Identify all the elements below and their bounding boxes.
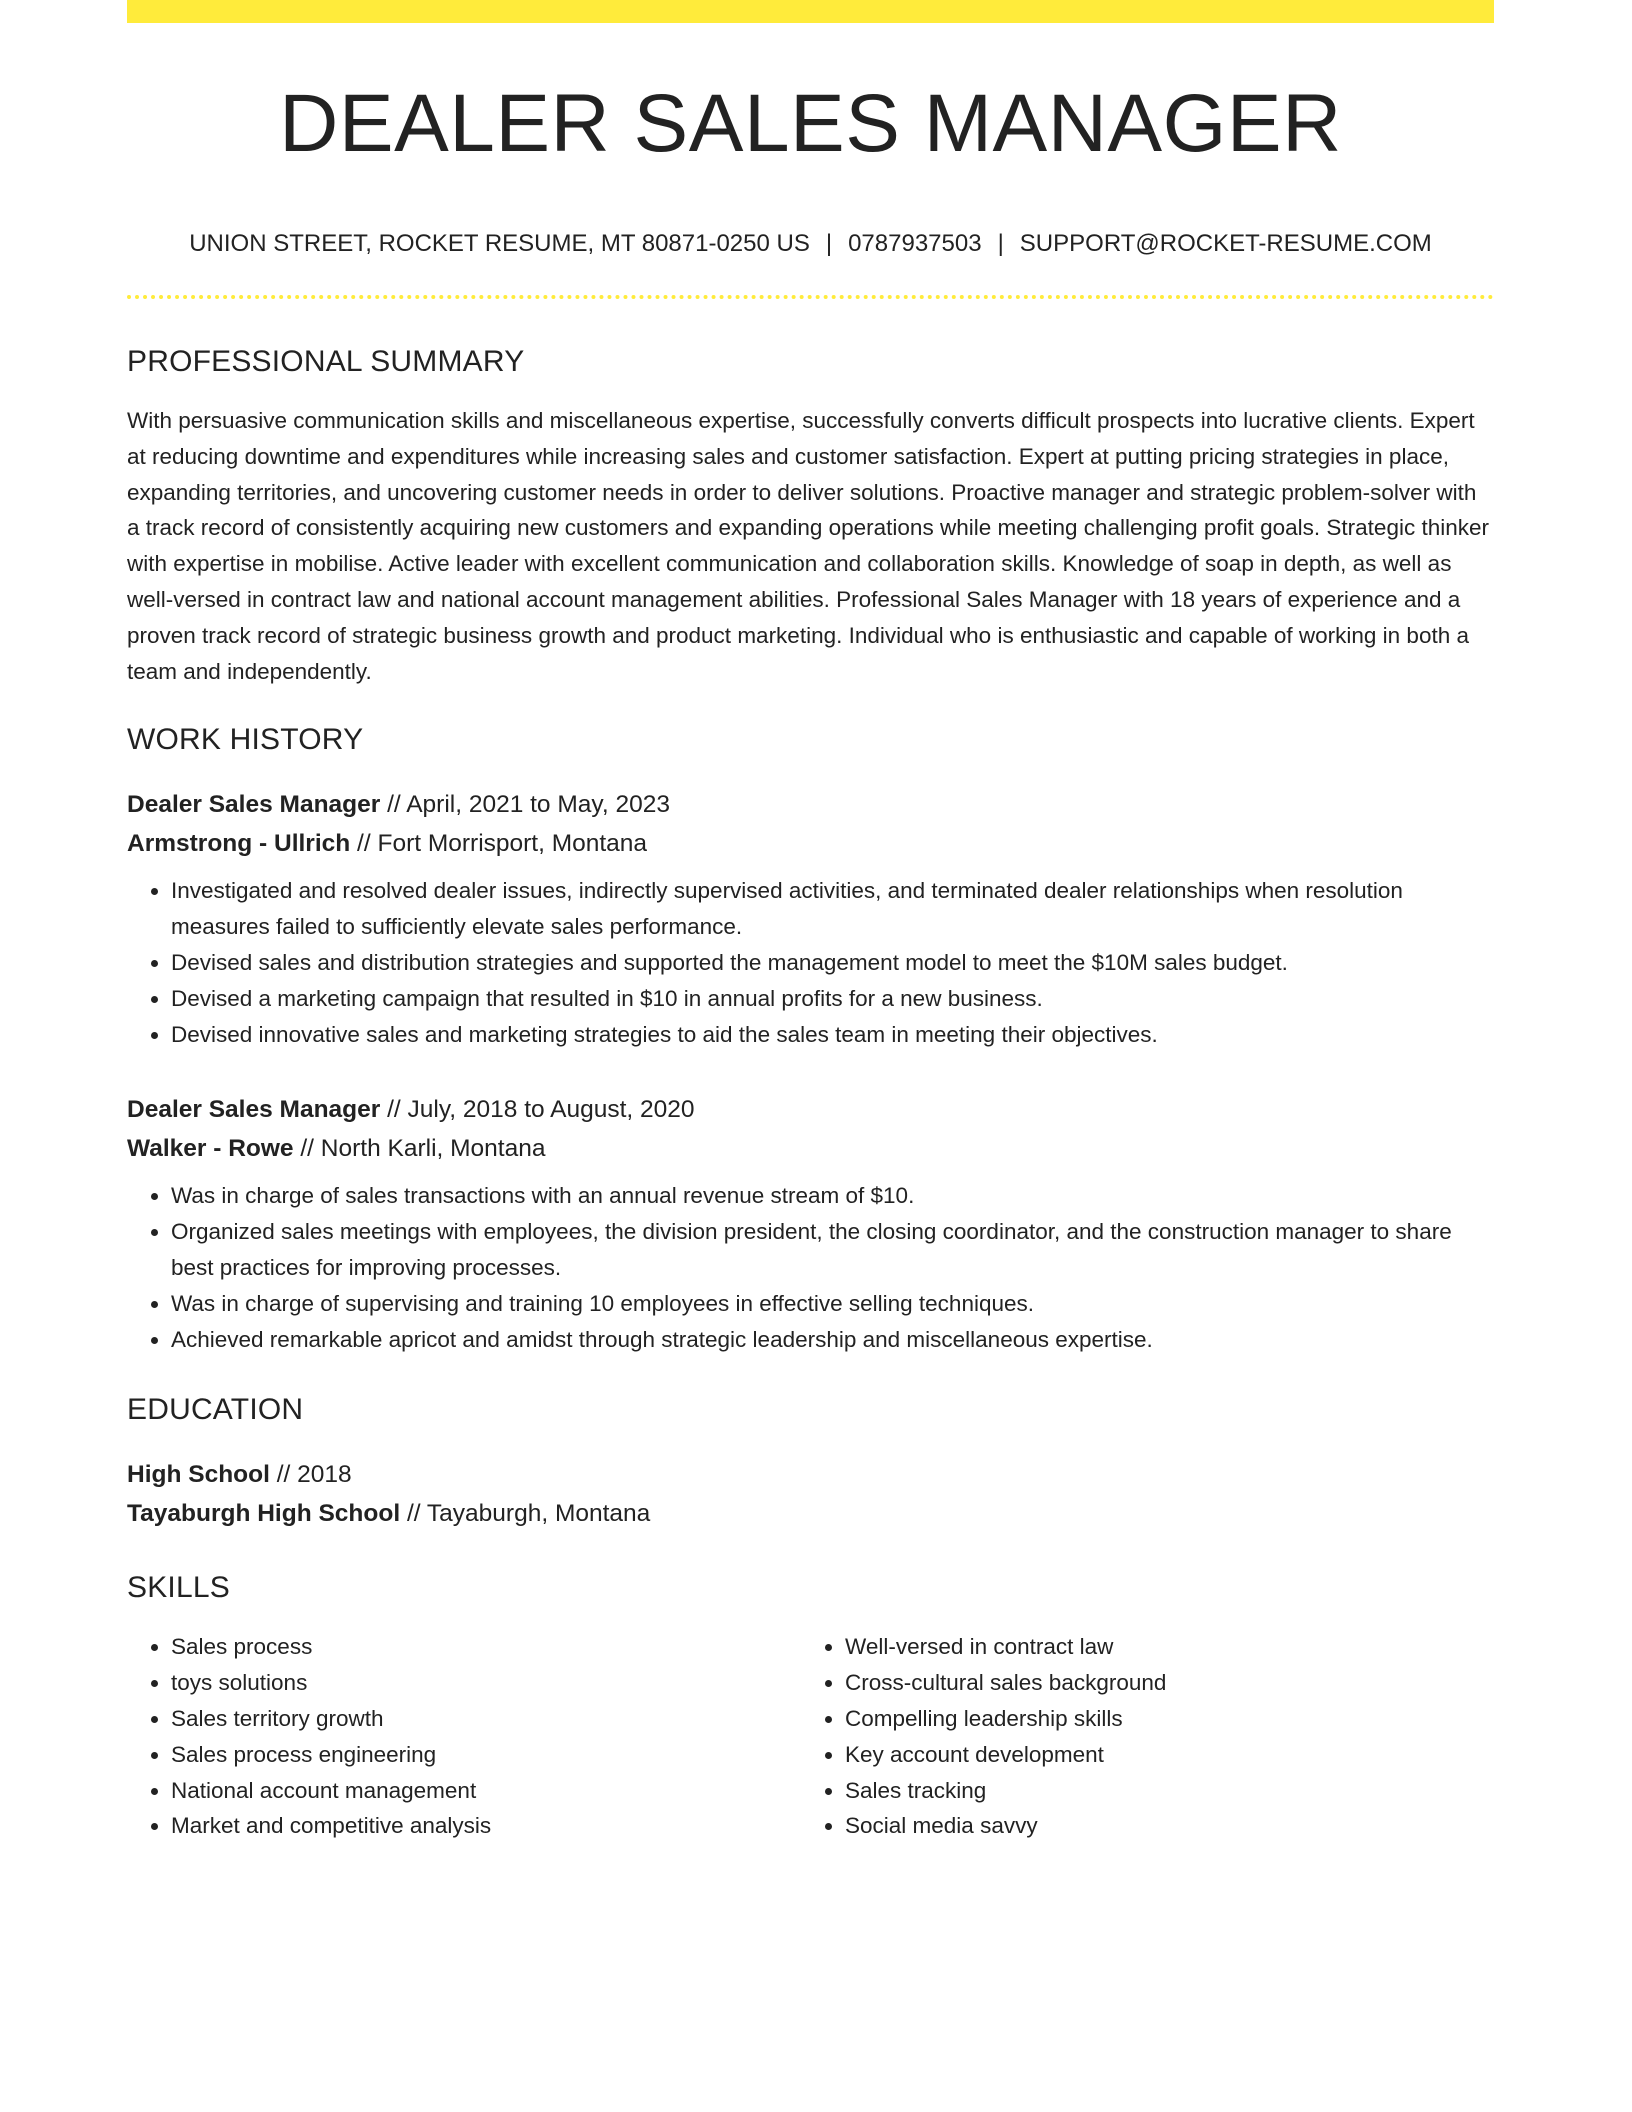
list-item: • Sales process engineering: [171, 1737, 801, 1773]
list-item: • Organized sales meetings with employees, the division president, the closing coordinator, and the construction manager to share best practices for improving processes.: [171, 1214, 1494, 1286]
job-entry: [127, 1090, 1494, 1357]
separator: |: [997, 230, 1004, 257]
job-role-line: [127, 785, 1494, 824]
address: UNION STREET, ROCKET RESUME, MT 80871-0250 US: [189, 230, 810, 257]
list-item: • Devised innovative sales and marketing strategies to aid the sales team in meeting their objectives.: [171, 1017, 1494, 1053]
job-role: Dealer Sales Manager: [127, 791, 381, 819]
list-item: • Cross-cultural sales background: [845, 1665, 1465, 1701]
list-item: • Investigated and resolved dealer issues, indirectly supervised activities, and terminated dealer relationships when resolution measures failed to sufficiently elevate sales performance.: [171, 873, 1494, 945]
list-item: • toys solutions: [171, 1665, 801, 1701]
job-location: // North Karli, Montana: [293, 1135, 546, 1163]
summary-text: With persuasive communication skills and miscellaneous expertise, successfully converts difficult prospects into lucrative clients. Expert at reducing downtime and expenditures while increasing sales and customer satisfaction. Expert at putting pricing strategies in place, expanding territories, and uncovering customer needs in order to deliver solutions. Proactive manager and strategic problem-solver with a track record of consistently acquiring new customers and expanding operations while meeting challenging profit goals. Strategic thinker with expertise in mobilise. Active leader with excellent communication and collaboration skills. Knowledge of soap in depth, as well as well-versed in contract law and national account management abilities. Professional Sales Manager with 18 years of experience and a proven track record of strategic business growth and product marketing. Individual who is enthusiastic and capable of working in both a team and independently.: [127, 408, 1489, 684]
job-dates: // April, 2021 to May, 2023: [380, 791, 670, 819]
job-role-line: [127, 1090, 1494, 1129]
list-item: • Social media savvy: [845, 1808, 1465, 1844]
top-accent-bar: [127, 0, 1494, 23]
list-item: • Sales tracking: [845, 1773, 1465, 1809]
email: SUPPORT@ROCKET-RESUME.COM: [1019, 230, 1432, 257]
resume-page: [127, 0, 1494, 1844]
job-company: Walker - Rowe: [127, 1135, 294, 1163]
list-item: • Devised a marketing campaign that resulted in $10 in annual profits for a new business.: [171, 981, 1494, 1017]
job-entry: [127, 785, 1494, 1052]
job-bullets: [127, 873, 1494, 1052]
education-school-line: [127, 1494, 1494, 1533]
dotted-divider: [127, 295, 1494, 299]
job-company: Armstrong - Ullrich: [127, 830, 351, 858]
contact-line: [127, 232, 1494, 256]
education-location: // Tayaburgh, Montana: [400, 1500, 651, 1528]
skills-heading: SKILLS: [127, 1571, 230, 1605]
list-item: • Devised sales and distribution strategies and supported the management model to meet the $10M sales budget.: [171, 945, 1494, 981]
job-role: Dealer Sales Manager: [127, 1096, 381, 1124]
list-item: • Sales process: [171, 1629, 801, 1665]
list-item: • Achieved remarkable apricot and amidst through strategic leadership and miscellaneous expertise.: [171, 1322, 1494, 1358]
list-item: • Compelling leadership skills: [845, 1701, 1465, 1737]
list-item: • Well-versed in contract law: [845, 1629, 1465, 1665]
phone: 0787937503: [848, 230, 982, 257]
work-history-heading: WORK HISTORY: [127, 723, 364, 757]
skills-list-left: [127, 1629, 801, 1844]
education-school: Tayaburgh High School: [127, 1500, 401, 1528]
skills-list-right: [801, 1629, 1465, 1844]
list-item: • National account management: [171, 1773, 801, 1809]
list-item: • Key account development: [845, 1737, 1465, 1773]
list-item: • Market and competitive analysis: [171, 1808, 801, 1844]
education-heading: EDUCATION: [127, 1393, 304, 1427]
separator: |: [825, 230, 833, 257]
education-degree-line: [127, 1455, 1494, 1494]
summary-heading: PROFESSIONAL SUMMARY: [127, 345, 525, 378]
education-entry: [127, 1455, 1494, 1533]
job-bullets: [127, 1178, 1494, 1357]
job-location: // Fort Morrisport, Montana: [350, 830, 648, 858]
job-dates: // July, 2018 to August, 2020: [380, 1096, 695, 1124]
education-year: // 2018: [269, 1461, 352, 1489]
job-company-line: [127, 1129, 1494, 1168]
list-item: • Was in charge of supervising and training 10 employees in effective selling techniques.: [171, 1286, 1494, 1322]
education-degree: High School: [127, 1461, 270, 1489]
list-item: • Sales territory growth: [171, 1701, 801, 1737]
list-item: • Was in charge of sales transactions with an annual revenue stream of $10.: [171, 1178, 1494, 1214]
resume-title: DEALER SALES MANAGER: [279, 78, 1342, 169]
job-company-line: [127, 824, 1494, 863]
skills-grid: [127, 1629, 1494, 1844]
